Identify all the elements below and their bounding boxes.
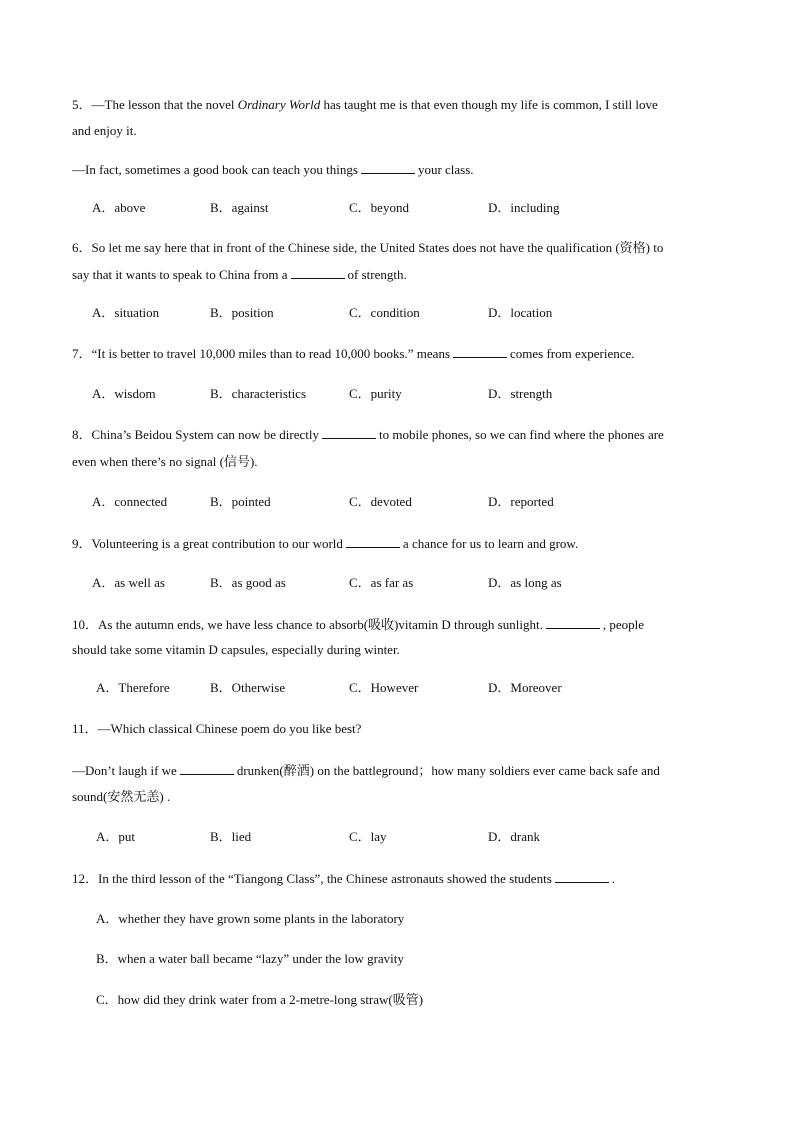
answer-blank[interactable] [361, 161, 415, 174]
option-c[interactable]: C．purity [349, 386, 402, 401]
question-number: 9． [72, 536, 92, 551]
question-text: —The lesson that the novel [91, 97, 238, 112]
question-8-line-2 [72, 454, 722, 470]
option-d[interactable]: D．drank [488, 829, 540, 844]
option-d[interactable]: D．including [488, 200, 560, 215]
option-a[interactable]: A．whether they have grown some plants in the laboratory [96, 911, 405, 926]
option-c[interactable]: C．as far as [349, 575, 414, 590]
question-text: a chance for us to learn and grow. [402, 536, 579, 551]
option-c[interactable]: C．condition [349, 305, 420, 320]
option-a[interactable]: A．wisdom [92, 386, 156, 401]
option-d[interactable]: D．reported [488, 494, 554, 509]
answer-blank[interactable] [546, 616, 600, 629]
question-number: 6． [72, 240, 92, 255]
question-text: “It is better to travel 10,000 miles than to read 10,000 books.” means [91, 346, 451, 361]
question-number: 12． [72, 871, 99, 886]
question-text: of strength. [347, 267, 407, 282]
question-number: 10． [72, 617, 99, 632]
option-a[interactable]: A．Therefore [96, 680, 170, 695]
question-11-line-3 [72, 789, 722, 805]
option-b[interactable]: B．lied [210, 829, 252, 844]
option-a[interactable]: A．situation [92, 305, 160, 320]
option-d[interactable]: D．Moreover [488, 680, 562, 695]
question-11-line-2 [72, 762, 722, 779]
question-text: As the autumn ends, we have less chance to absorb(吸收)vitamin D through sunlight. [98, 617, 543, 632]
question-9-line-1 [72, 535, 722, 552]
option-c[interactable]: C．However [349, 680, 419, 695]
question-11-line-1 [72, 721, 722, 737]
answer-blank[interactable] [322, 426, 376, 439]
option-c[interactable]: C．how did they drink water from a 2-metre-long straw(吸管) [96, 992, 424, 1007]
option-c[interactable]: C．beyond [349, 200, 409, 215]
question-text: —In fact, sometimes a good book can teach you things [72, 162, 358, 177]
question-number: 7． [72, 346, 92, 361]
question-text: even when there’s no signal (信号). [72, 454, 258, 469]
question-5-line-1 [72, 97, 722, 113]
question-8-line-1 [72, 426, 722, 443]
option-a[interactable]: A．connected [92, 494, 168, 509]
option-b[interactable]: B．position [210, 305, 274, 320]
option-b[interactable]: B．characteristics [210, 386, 307, 401]
question-6-line-2 [72, 266, 722, 283]
option-b[interactable]: B．when a water ball became “lazy” under the low gravity [96, 951, 404, 966]
question-number: 5． [72, 97, 92, 112]
option-d[interactable]: D．strength [488, 386, 553, 401]
question-number: 8． [72, 427, 92, 442]
option-a[interactable]: A．put [96, 829, 136, 844]
question-text: say that it wants to speak to China from a [72, 267, 288, 282]
question-text: —Which classical Chinese poem do you like best? [97, 721, 362, 736]
answer-blank[interactable] [291, 266, 345, 279]
answer-blank[interactable] [180, 762, 234, 775]
question-text: to mobile phones, so we can find where the phones are [378, 427, 664, 442]
question-text: —Don’t laugh if we [72, 763, 177, 778]
question-text: sound(安然无恙) . [72, 789, 171, 804]
option-d[interactable]: D．as long as [488, 575, 562, 590]
question-10-line-2 [72, 642, 722, 658]
question-text: should take some vitamin D capsules, especially during winter. [72, 642, 400, 657]
question-text: drunken(醉酒) on the battleground；how many soldiers ever came back safe and [236, 763, 660, 778]
option-d[interactable]: D．location [488, 305, 553, 320]
question-5-line-2 [72, 123, 722, 139]
question-text: comes from experience. [510, 346, 635, 361]
question-number: 11． [72, 721, 98, 736]
option-a[interactable]: A．as well as [92, 575, 165, 590]
answer-blank[interactable] [453, 345, 507, 358]
question-text: . [611, 871, 616, 886]
question-text: and enjoy it. [72, 123, 137, 138]
question-text: Volunteering is a great contribution to our world [91, 536, 343, 551]
option-a[interactable]: A．above [92, 200, 146, 215]
question-text: your class. [417, 162, 474, 177]
option-b[interactable]: B．against [210, 200, 269, 215]
question-text: has taught me is that even though my life is common, I still love [320, 97, 658, 112]
question-text: China’s Beidou System can now be directly [91, 427, 319, 442]
question-7-line-1 [72, 345, 722, 362]
question-text: In the third lesson of the “Tiangong Class”, the Chinese astronauts showed the students [98, 871, 552, 886]
option-c[interactable]: C．lay [349, 829, 387, 844]
question-5-line-3 [72, 161, 722, 178]
option-b[interactable]: B．Otherwise [210, 680, 286, 695]
answer-blank[interactable] [555, 870, 609, 883]
question-text: So let me say here that in front of the Chinese side, the United States does not have the qualification (资格) to [91, 240, 664, 255]
question-12-line-1 [72, 870, 722, 887]
answer-blank[interactable] [346, 535, 400, 548]
question-6-line-1 [72, 240, 722, 256]
option-b[interactable]: B．pointed [210, 494, 271, 509]
option-c[interactable]: C．devoted [349, 494, 412, 509]
option-b[interactable]: B．as good as [210, 575, 286, 590]
question-text: , people [602, 617, 644, 632]
question-10-line-1 [72, 616, 722, 633]
novel-title: Ordinary World [237, 97, 321, 112]
